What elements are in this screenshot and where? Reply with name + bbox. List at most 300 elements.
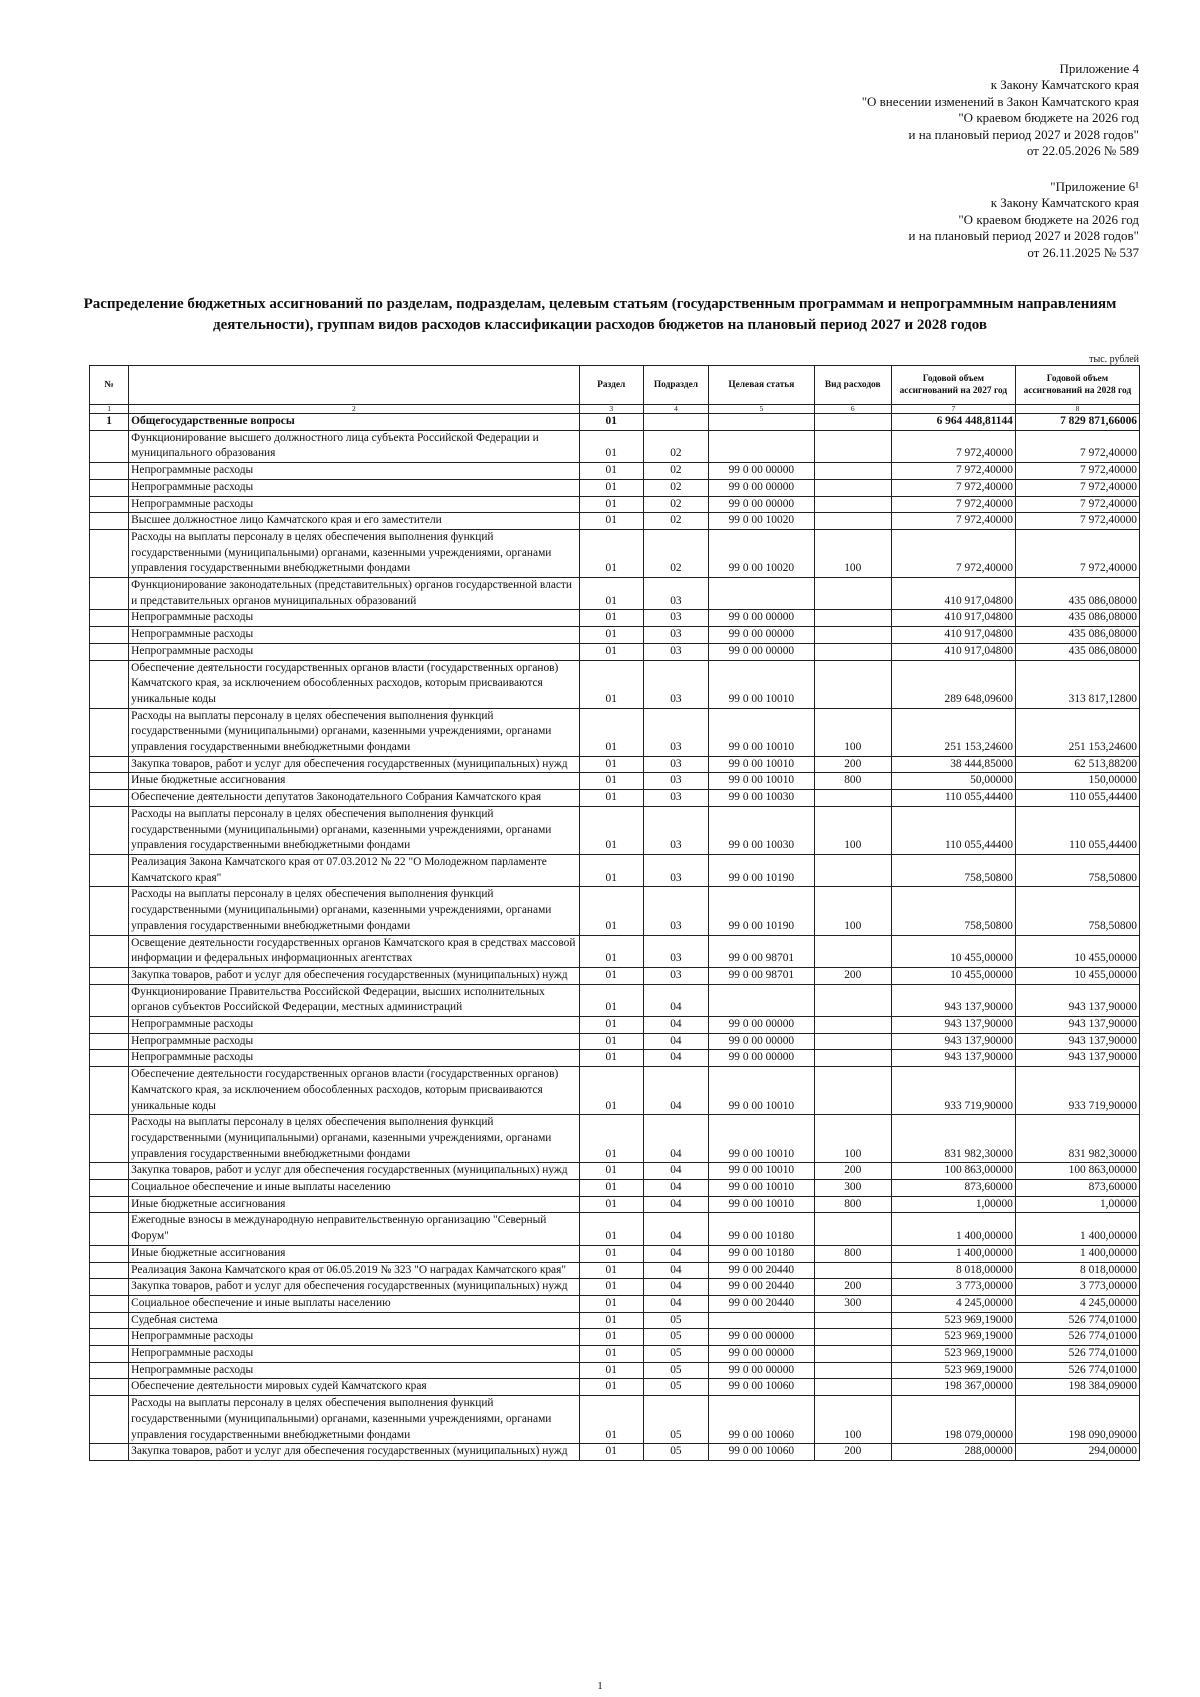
- budget-allocation-table: [89, 365, 1140, 1461]
- row-statya: 99 0 00 10060: [709, 1379, 815, 1396]
- row-amount-2027: 110 055,44400: [891, 790, 1015, 807]
- row-number: [90, 1379, 129, 1396]
- row-number: [90, 887, 129, 935]
- row-name: Закупка товаров, работ и услуг для обеспечения государственных (муниципальных) нужд: [129, 1163, 579, 1180]
- table-row: [90, 1213, 1140, 1245]
- row-name: Непрограммные расходы: [129, 1017, 579, 1034]
- row-vid: 200: [814, 1444, 891, 1461]
- row-podrazdel: 03: [643, 660, 708, 708]
- row-number: [90, 1163, 129, 1180]
- row-amount-2027: 251 153,24600: [891, 708, 1015, 756]
- row-amount-2028: 7 972,40000: [1015, 529, 1139, 577]
- row-amount-2028: 10 455,00000: [1015, 967, 1139, 984]
- table-row: [90, 1163, 1140, 1180]
- row-number: [90, 790, 129, 807]
- row-amount-2028: 10 455,00000: [1015, 935, 1139, 967]
- row-number: [90, 643, 129, 660]
- row-amount-2028: 100 863,00000: [1015, 1163, 1139, 1180]
- row-number: [90, 984, 129, 1016]
- table-row: [90, 1262, 1140, 1279]
- row-amount-2028: 1 400,00000: [1015, 1213, 1139, 1245]
- row-podrazdel: 04: [643, 1196, 708, 1213]
- row-podrazdel: 05: [643, 1379, 708, 1396]
- row-podrazdel: 03: [643, 610, 708, 627]
- row-vid: 200: [814, 756, 891, 773]
- row-number: [90, 430, 129, 462]
- column-number: 5: [709, 405, 815, 414]
- row-statya: 99 0 00 00000: [709, 463, 815, 480]
- table-row: [90, 773, 1140, 790]
- table-row: [90, 1346, 1140, 1363]
- row-podrazdel: 02: [643, 496, 708, 513]
- row-vid: [814, 1067, 891, 1115]
- row-vid: 100: [814, 887, 891, 935]
- row-number: [90, 1262, 129, 1279]
- row-razdel: 01: [579, 1067, 643, 1115]
- row-name: Непрограммные расходы: [129, 1033, 579, 1050]
- row-vid: 200: [814, 1279, 891, 1296]
- row-number: [90, 578, 129, 610]
- column-header-vid: Вид расходов: [814, 366, 891, 405]
- row-number: [90, 513, 129, 530]
- row-razdel: 01: [579, 479, 643, 496]
- table-row: [90, 496, 1140, 513]
- row-statya: 99 0 00 10010: [709, 708, 815, 756]
- row-number: [90, 463, 129, 480]
- row-vid: 200: [814, 967, 891, 984]
- document-title: Распределение бюджетных ассигнований по разделам, подразделам, целевым статьям (государственным программам и непрограммным направлениям деятельности), группам видов расходов классификации расходов бюджетов на плановый период 2027 и 2028 годов: [83, 296, 1117, 333]
- table-row: [90, 430, 1140, 462]
- table-row: [90, 1115, 1140, 1163]
- row-statya: 99 0 00 00000: [709, 1017, 815, 1034]
- row-statya: 99 0 00 10030: [709, 790, 815, 807]
- row-podrazdel: 05: [643, 1444, 708, 1461]
- row-vid: [814, 610, 891, 627]
- row-name: Иные бюджетные ассигнования: [129, 1196, 579, 1213]
- table-row: [90, 1033, 1140, 1050]
- row-amount-2028: 8 018,00000: [1015, 1262, 1139, 1279]
- row-number: [90, 529, 129, 577]
- row-amount-2028: 435 086,08000: [1015, 643, 1139, 660]
- row-statya: 99 0 00 10010: [709, 1163, 815, 1180]
- appendix-header-original: [908, 179, 1139, 261]
- row-amount-2028: 435 086,08000: [1015, 610, 1139, 627]
- row-amount-2027: 110 055,44400: [891, 806, 1015, 854]
- row-number: [90, 854, 129, 886]
- column-header-2027: Годовой объем ассигнований на 2027 год: [891, 366, 1015, 405]
- row-statya: 99 0 00 10190: [709, 854, 815, 886]
- row-statya: 99 0 00 98701: [709, 967, 815, 984]
- row-number: [90, 1180, 129, 1197]
- row-statya: 99 0 00 00000: [709, 1346, 815, 1363]
- row-amount-2027: 410 917,04800: [891, 610, 1015, 627]
- row-podrazdel: 04: [643, 1033, 708, 1050]
- row-amount-2028: 1,00000: [1015, 1196, 1139, 1213]
- row-vid: [814, 1329, 891, 1346]
- row-name: Освещение деятельности государственных органов Камчатского края в средствах массовой информации и федеральных информационных агентствах: [129, 935, 579, 967]
- row-statya: [709, 578, 815, 610]
- row-name: Реализация Закона Камчатского края от 07.03.2012 № 22 "О Молодежном парламенте Камчатского края": [129, 854, 579, 886]
- row-name: Непрограммные расходы: [129, 1329, 579, 1346]
- row-razdel: 01: [579, 578, 643, 610]
- page-number: 1: [597, 1680, 603, 1692]
- row-amount-2028: 7 972,40000: [1015, 479, 1139, 496]
- row-amount-2027: 7 972,40000: [891, 463, 1015, 480]
- row-name: Закупка товаров, работ и услуг для обеспечения государственных (муниципальных) нужд: [129, 967, 579, 984]
- row-vid: 100: [814, 1115, 891, 1163]
- row-number: [90, 708, 129, 756]
- row-razdel: 01: [579, 1396, 643, 1444]
- column-number: 3: [579, 405, 643, 414]
- row-amount-2028: 7 972,40000: [1015, 463, 1139, 480]
- row-statya: 99 0 00 00000: [709, 1033, 815, 1050]
- table-row: [90, 1067, 1140, 1115]
- row-razdel: 01: [579, 1346, 643, 1363]
- row-name: Расходы на выплаты персоналу в целях обеспечения выполнения функций государственными (муниципальными) органами, казенными учреждениями, органами управления государственными внебюджетными фондами: [129, 887, 579, 935]
- row-number: [90, 610, 129, 627]
- row-vid: [814, 935, 891, 967]
- row-vid: 800: [814, 773, 891, 790]
- row-name: Судебная система: [129, 1312, 579, 1329]
- row-statya: [709, 1312, 815, 1329]
- row-amount-2027: 943 137,90000: [891, 984, 1015, 1016]
- row-razdel: 01: [579, 1180, 643, 1197]
- row-number: [90, 1033, 129, 1050]
- row-vid: 200: [814, 1163, 891, 1180]
- row-statya: 99 0 00 00000: [709, 496, 815, 513]
- table-row: [90, 1379, 1140, 1396]
- row-vid: 800: [814, 1196, 891, 1213]
- row-amount-2028: 7 829 871,66006: [1015, 414, 1139, 431]
- row-amount-2027: 4 245,00000: [891, 1295, 1015, 1312]
- row-podrazdel: 04: [643, 1115, 708, 1163]
- row-statya: 99 0 00 10180: [709, 1245, 815, 1262]
- row-number: 1: [90, 414, 129, 431]
- row-amount-2027: 943 137,90000: [891, 1050, 1015, 1067]
- row-vid: [814, 1262, 891, 1279]
- row-statya: 99 0 00 00000: [709, 610, 815, 627]
- row-name: Непрограммные расходы: [129, 496, 579, 513]
- row-amount-2028: 526 774,01000: [1015, 1312, 1139, 1329]
- row-number: [90, 1312, 129, 1329]
- row-podrazdel: 02: [643, 529, 708, 577]
- row-amount-2027: 410 917,04800: [891, 627, 1015, 644]
- row-vid: [814, 463, 891, 480]
- row-statya: 99 0 00 10010: [709, 1067, 815, 1115]
- row-vid: [814, 1033, 891, 1050]
- row-razdel: 01: [579, 1329, 643, 1346]
- row-razdel: 01: [579, 984, 643, 1016]
- row-statya: [709, 430, 815, 462]
- row-number: [90, 627, 129, 644]
- row-podrazdel: 03: [643, 887, 708, 935]
- row-name: Непрограммные расходы: [129, 643, 579, 660]
- table-row: [90, 935, 1140, 967]
- row-podrazdel: 02: [643, 513, 708, 530]
- row-podrazdel: 02: [643, 463, 708, 480]
- table-row: [90, 1329, 1140, 1346]
- row-amount-2027: 198 079,00000: [891, 1396, 1015, 1444]
- header-line: к Закону Камчатского края: [990, 195, 1139, 211]
- row-vid: [814, 1362, 891, 1379]
- column-number: 7: [891, 405, 1015, 414]
- header-line: от 22.05.2026 № 589: [1026, 143, 1139, 159]
- row-number: [90, 935, 129, 967]
- row-amount-2027: 831 982,30000: [891, 1115, 1015, 1163]
- row-razdel: 01: [579, 463, 643, 480]
- row-amount-2028: 110 055,44400: [1015, 806, 1139, 854]
- row-vid: [814, 660, 891, 708]
- row-number: [90, 773, 129, 790]
- table-row: [90, 1295, 1140, 1312]
- row-amount-2027: 198 367,00000: [891, 1379, 1015, 1396]
- row-amount-2027: 7 972,40000: [891, 430, 1015, 462]
- row-number: [90, 1396, 129, 1444]
- row-number: [90, 660, 129, 708]
- column-header-num: №: [90, 366, 129, 405]
- row-amount-2027: 943 137,90000: [891, 1033, 1015, 1050]
- row-statya: 99 0 00 10020: [709, 529, 815, 577]
- row-amount-2027: 1,00000: [891, 1196, 1015, 1213]
- row-number: [90, 1329, 129, 1346]
- row-name: Закупка товаров, работ и услуг для обеспечения государственных (муниципальных) нужд: [129, 1279, 579, 1296]
- row-amount-2027: 7 972,40000: [891, 479, 1015, 496]
- row-number: [90, 806, 129, 854]
- row-vid: [814, 1213, 891, 1245]
- row-vid: [814, 1017, 891, 1034]
- row-statya: 99 0 00 00000: [709, 643, 815, 660]
- table-row: [90, 806, 1140, 854]
- table-row: [90, 708, 1140, 756]
- row-name: Социальное обеспечение и иные выплаты населению: [129, 1295, 579, 1312]
- row-statya: 99 0 00 10010: [709, 773, 815, 790]
- row-amount-2028: 313 817,12800: [1015, 660, 1139, 708]
- row-amount-2027: 410 917,04800: [891, 643, 1015, 660]
- row-amount-2027: 1 400,00000: [891, 1213, 1015, 1245]
- row-name: Обеспечение деятельности государственных органов власти (государственных органов) Камчатского края, за исключением обособленных расходов, которым присваиваются уникальные коды: [129, 1067, 579, 1115]
- table-row: [90, 1279, 1140, 1296]
- row-amount-2028: 526 774,01000: [1015, 1329, 1139, 1346]
- row-amount-2027: 100 863,00000: [891, 1163, 1015, 1180]
- row-razdel: 01: [579, 1262, 643, 1279]
- row-name: Высшее должностное лицо Камчатского края и его заместители: [129, 513, 579, 530]
- row-razdel: 01: [579, 1379, 643, 1396]
- table-row: [90, 984, 1140, 1016]
- row-amount-2027: 10 455,00000: [891, 935, 1015, 967]
- row-name: Непрограммные расходы: [129, 610, 579, 627]
- row-razdel: 01: [579, 708, 643, 756]
- row-name: Закупка товаров, работ и услуг для обеспечения государственных (муниципальных) нужд: [129, 1444, 579, 1461]
- table-row: [90, 1396, 1140, 1444]
- row-statya: 99 0 00 10060: [709, 1396, 815, 1444]
- column-number: 6: [814, 405, 891, 414]
- table-row: [90, 790, 1140, 807]
- row-name: Общегосударственные вопросы: [129, 414, 579, 431]
- row-number: [90, 1196, 129, 1213]
- row-statya: 99 0 00 10010: [709, 660, 815, 708]
- row-podrazdel: 03: [643, 756, 708, 773]
- row-number: [90, 967, 129, 984]
- row-amount-2028: 110 055,44400: [1015, 790, 1139, 807]
- row-amount-2028: 7 972,40000: [1015, 496, 1139, 513]
- row-amount-2028: 943 137,90000: [1015, 984, 1139, 1016]
- row-vid: 300: [814, 1180, 891, 1197]
- row-podrazdel: 04: [643, 1262, 708, 1279]
- table-row: [90, 1245, 1140, 1262]
- row-name: Расходы на выплаты персоналу в целях обеспечения выполнения функций государственными (муниципальными) органами, казенными учреждениями, органами управления государственными внебюджетными фондами: [129, 1396, 579, 1444]
- row-razdel: 01: [579, 806, 643, 854]
- row-amount-2027: 758,50800: [891, 887, 1015, 935]
- row-vid: [814, 1346, 891, 1363]
- row-razdel: 01: [579, 1213, 643, 1245]
- row-podrazdel: 03: [643, 773, 708, 790]
- table-row: [90, 1017, 1140, 1034]
- row-name: Функционирование законодательных (представительных) органов государственной власти и представительных органов муниципальных образований: [129, 578, 579, 610]
- row-razdel: 01: [579, 414, 643, 431]
- header-line: от 26.11.2025 № 537: [1027, 244, 1139, 260]
- row-podrazdel: 04: [643, 1279, 708, 1296]
- row-razdel: 01: [579, 529, 643, 577]
- header-line: "О краевом бюджете на 2026 год: [958, 110, 1139, 126]
- row-vid: [814, 1050, 891, 1067]
- row-razdel: 01: [579, 610, 643, 627]
- column-header-name: [129, 366, 579, 405]
- row-name: Обеспечение деятельности государственных органов власти (государственных органов) Камчатского края, за исключением обособленных расходов, которым присваиваются уникальные коды: [129, 660, 579, 708]
- row-statya: 99 0 00 10020: [709, 513, 815, 530]
- row-vid: 100: [814, 806, 891, 854]
- row-statya: [709, 414, 815, 431]
- row-razdel: 01: [579, 1362, 643, 1379]
- column-header-podrazdel: Подраздел: [643, 366, 708, 405]
- row-amount-2027: 7 972,40000: [891, 513, 1015, 530]
- row-statya: 99 0 00 10010: [709, 1196, 815, 1213]
- row-statya: 99 0 00 10180: [709, 1213, 815, 1245]
- row-podrazdel: 03: [643, 578, 708, 610]
- row-number: [90, 479, 129, 496]
- header-line: и на плановый период 2027 и 2028 годов": [908, 228, 1139, 244]
- row-amount-2027: 523 969,19000: [891, 1329, 1015, 1346]
- row-podrazdel: 05: [643, 1346, 708, 1363]
- row-razdel: 01: [579, 1196, 643, 1213]
- row-name: Непрограммные расходы: [129, 479, 579, 496]
- row-razdel: 01: [579, 643, 643, 660]
- row-amount-2027: 6 964 448,81144: [891, 414, 1015, 431]
- row-amount-2028: 198 090,09000: [1015, 1396, 1139, 1444]
- row-name: Иные бюджетные ассигнования: [129, 773, 579, 790]
- row-podrazdel: 02: [643, 479, 708, 496]
- row-amount-2028: 943 137,90000: [1015, 1033, 1139, 1050]
- row-podrazdel: 04: [643, 1050, 708, 1067]
- row-amount-2027: 289 648,09600: [891, 660, 1015, 708]
- row-name: Непрограммные расходы: [129, 1346, 579, 1363]
- appendix-header-current: [862, 61, 1139, 159]
- row-amount-2027: 1 400,00000: [891, 1245, 1015, 1262]
- table-row: [90, 660, 1140, 708]
- row-name: Функционирование Правительства Российской Федерации, высших исполнительных органов субъектов Российской Федерации, местных администраций: [129, 984, 579, 1016]
- row-podrazdel: 02: [643, 430, 708, 462]
- row-vid: [814, 1379, 891, 1396]
- row-amount-2027: 10 455,00000: [891, 967, 1015, 984]
- row-razdel: 01: [579, 660, 643, 708]
- row-podrazdel: 05: [643, 1362, 708, 1379]
- row-razdel: 01: [579, 1050, 643, 1067]
- row-amount-2028: 251 153,24600: [1015, 708, 1139, 756]
- row-razdel: 01: [579, 1115, 643, 1163]
- row-razdel: 01: [579, 773, 643, 790]
- row-podrazdel: 03: [643, 935, 708, 967]
- row-amount-2028: 943 137,90000: [1015, 1017, 1139, 1034]
- row-podrazdel: 03: [643, 643, 708, 660]
- row-podrazdel: 04: [643, 1180, 708, 1197]
- row-podrazdel: [643, 414, 708, 431]
- row-vid: [814, 414, 891, 431]
- row-statya: 99 0 00 98701: [709, 935, 815, 967]
- row-razdel: 01: [579, 627, 643, 644]
- row-razdel: 01: [579, 756, 643, 773]
- row-razdel: 01: [579, 935, 643, 967]
- row-name: Расходы на выплаты персоналу в целях обеспечения выполнения функций государственными (муниципальными) органами, казенными учреждениями, органами управления государственными внебюджетными фондами: [129, 1115, 579, 1163]
- row-amount-2028: 526 774,01000: [1015, 1346, 1139, 1363]
- row-number: [90, 1115, 129, 1163]
- table-row: [90, 1312, 1140, 1329]
- header-line: к Закону Камчатского края: [990, 77, 1139, 93]
- row-vid: [814, 790, 891, 807]
- row-podrazdel: 04: [643, 1067, 708, 1115]
- row-amount-2028: 435 086,08000: [1015, 627, 1139, 644]
- row-statya: 99 0 00 20440: [709, 1262, 815, 1279]
- header-line: Приложение 4: [1059, 61, 1139, 76]
- row-razdel: 01: [579, 1017, 643, 1034]
- row-amount-2028: 933 719,90000: [1015, 1067, 1139, 1115]
- row-podrazdel: 04: [643, 984, 708, 1016]
- row-podrazdel: 05: [643, 1329, 708, 1346]
- row-statya: 99 0 00 00000: [709, 1329, 815, 1346]
- row-name: Закупка товаров, работ и услуг для обеспечения государственных (муниципальных) нужд: [129, 756, 579, 773]
- header-line: "О краевом бюджете на 2026 год: [958, 211, 1139, 227]
- row-name: Обеспечение деятельности депутатов Законодательного Собрания Камчатского края: [129, 790, 579, 807]
- row-statya: 99 0 00 20440: [709, 1279, 815, 1296]
- row-number: [90, 1362, 129, 1379]
- table-row: [90, 463, 1140, 480]
- row-amount-2027: 933 719,90000: [891, 1067, 1015, 1115]
- table-row: [90, 887, 1140, 935]
- row-razdel: 01: [579, 496, 643, 513]
- column-number-row: [90, 405, 1140, 414]
- row-amount-2028: 7 972,40000: [1015, 513, 1139, 530]
- row-name: Расходы на выплаты персоналу в целях обеспечения выполнения функций государственными (муниципальными) органами, казенными учреждениями, органами управления государственными внебюджетными фондами: [129, 529, 579, 577]
- row-podrazdel: 03: [643, 708, 708, 756]
- row-razdel: 01: [579, 887, 643, 935]
- row-podrazdel: 03: [643, 854, 708, 886]
- row-razdel: 01: [579, 1295, 643, 1312]
- row-statya: 99 0 00 00000: [709, 1362, 815, 1379]
- row-amount-2027: 523 969,19000: [891, 1362, 1015, 1379]
- row-razdel: 01: [579, 513, 643, 530]
- table-row: [90, 578, 1140, 610]
- row-amount-2028: 758,50800: [1015, 887, 1139, 935]
- row-statya: 99 0 00 00000: [709, 479, 815, 496]
- row-vid: 100: [814, 529, 891, 577]
- column-number: 8: [1015, 405, 1139, 414]
- row-name: Непрограммные расходы: [129, 1362, 579, 1379]
- column-number: 4: [643, 405, 708, 414]
- row-vid: [814, 643, 891, 660]
- row-amount-2027: 38 444,85000: [891, 756, 1015, 773]
- row-amount-2028: 150,00000: [1015, 773, 1139, 790]
- row-amount-2027: 523 969,19000: [891, 1312, 1015, 1329]
- row-vid: 100: [814, 1396, 891, 1444]
- table-row: [90, 1180, 1140, 1197]
